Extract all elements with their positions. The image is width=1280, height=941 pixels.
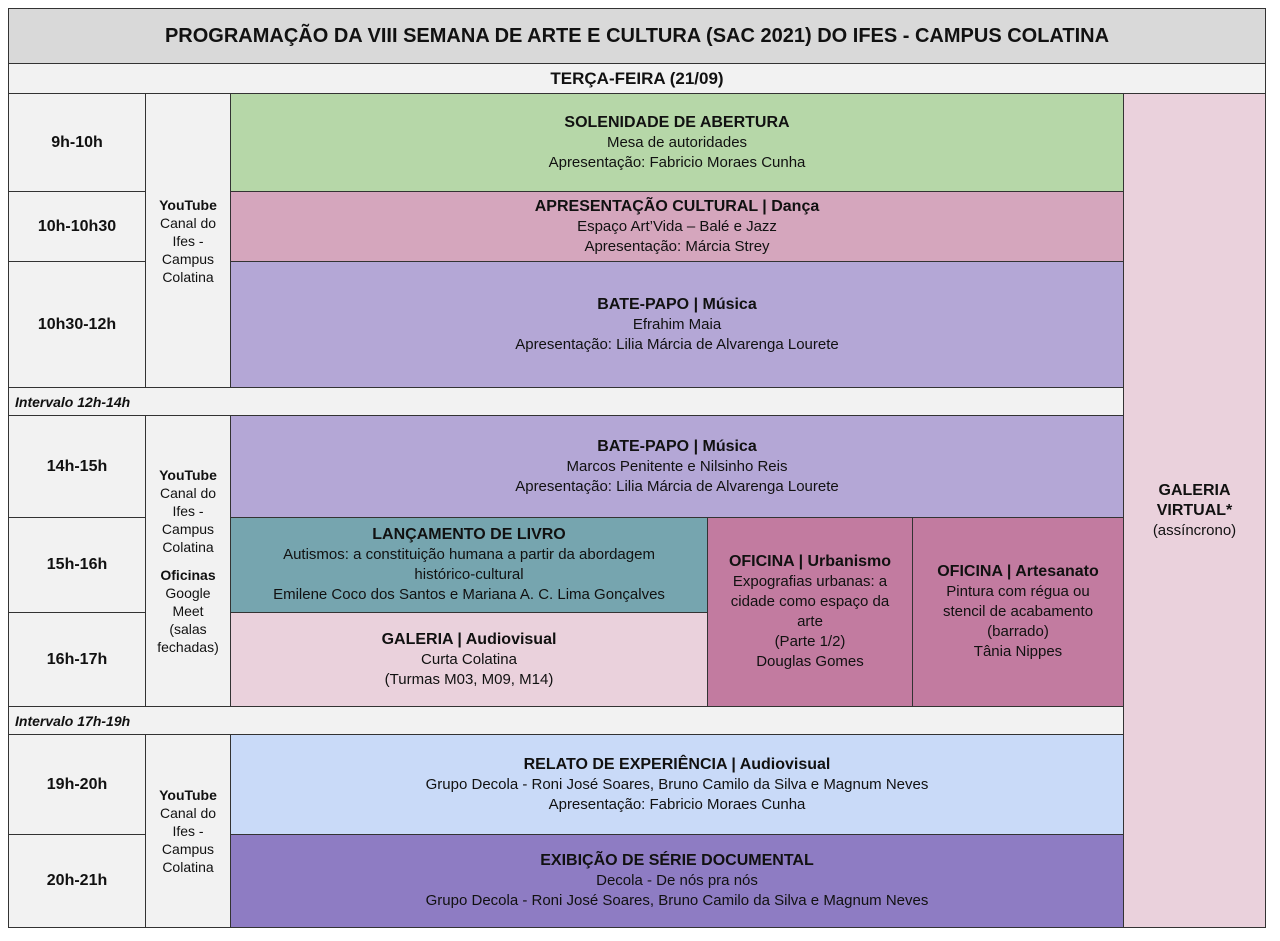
platform-line: fechadas) <box>157 639 219 655</box>
platform-line: Ifes - <box>172 823 204 839</box>
event-line: Apresentação: Lilia Márcia de Alvarenga Lourete <box>515 335 839 353</box>
event-line: (Turmas M03, M09, M14) <box>384 670 554 688</box>
time-slot <box>8 93 146 192</box>
event-line: Emilene Coco dos Santos e Mariana A. C. Lima Gonçalves <box>273 586 665 603</box>
platform-line: Google <box>165 585 211 601</box>
interval-row <box>8 706 1124 735</box>
platform-line: Colatina <box>162 859 214 875</box>
event-galeria-audiovisual <box>230 612 708 707</box>
event-title: LANÇAMENTO DE LIVRO <box>372 526 566 543</box>
event-line: Efrahim Maia <box>632 315 722 333</box>
platform-cell <box>145 93 231 388</box>
event-exibicao-serie <box>230 834 1124 928</box>
event-line: Marcos Penitente e Nilsinho Reis <box>566 457 788 475</box>
event-line: Grupo Decola - Roni José Soares, Bruno Camilo da Silva e Magnum Neves <box>425 892 929 909</box>
platform-line: Colatina <box>162 268 214 285</box>
event-oficina-urbanismo <box>707 517 913 707</box>
event-title: OFICINA | Artesanato <box>937 563 1099 580</box>
page-title-text: PROGRAMAÇÃO DA VIII SEMANA DE ARTE E CULTURA (SAC 2021) DO IFES - CAMPUS COLATINA <box>164 25 1110 47</box>
day-header-text: TERÇA-FEIRA (21/09) <box>550 68 724 88</box>
time-label: 14h-15h <box>46 457 108 475</box>
event-line: Pintura com régua ou <box>946 583 1090 600</box>
time-slot <box>8 612 146 707</box>
event-line: (assíncrono) <box>1152 521 1237 539</box>
event-line: Curta Colatina <box>421 650 517 668</box>
platform-cell <box>145 415 231 707</box>
event-line: cidade como espaço da <box>730 593 890 610</box>
event-lancamento-livro <box>230 517 708 613</box>
event-title: APRESENTAÇÃO CULTURAL | Dança <box>534 197 820 215</box>
platform-line: (salas <box>169 621 207 637</box>
event-line: Apresentação: Márcia Strey <box>584 237 770 255</box>
time-slot <box>8 517 146 613</box>
event-title: GALERIA | Audiovisual <box>381 630 557 648</box>
event-line: Apresentação: Fabricio Moraes Cunha <box>548 153 806 171</box>
platform-line: Colatina <box>162 539 214 555</box>
time-slot <box>8 834 146 928</box>
event-line: arte <box>797 613 823 630</box>
event-title: BATE-PAPO | Música <box>597 437 757 455</box>
event-line: Grupo Decola - Roni José Soares, Bruno Camilo da Silva e Magnum Neves <box>425 775 929 793</box>
event-apresentacao-cultural <box>230 191 1124 262</box>
platform-line: Ifes - <box>172 232 204 249</box>
event-line: histórico-cultural <box>414 566 524 583</box>
event-bate-papo-1 <box>230 261 1124 388</box>
event-bate-papo-2 <box>230 415 1124 518</box>
time-label: 15h-16h <box>46 556 108 573</box>
platform-line: Campus <box>161 521 215 537</box>
event-line: Espaço Art’Vida – Balé e Jazz <box>577 217 777 235</box>
platform-line: Canal do <box>159 805 217 821</box>
event-oficina-artesanato <box>912 517 1124 707</box>
day-header <box>8 63 1266 94</box>
event-line: Expografias urbanas: a <box>732 573 888 590</box>
event-line: (Parte 1/2) <box>774 633 846 650</box>
time-label: 19h-20h <box>46 775 108 793</box>
time-label: 10h-10h30 <box>37 217 117 235</box>
time-label: 20h-21h <box>46 872 108 889</box>
event-galeria-virtual <box>1123 93 1266 928</box>
platform-line: Ifes - <box>172 503 204 519</box>
event-line: stencil de acabamento <box>942 603 1094 620</box>
platform-line: Canal do <box>159 214 217 231</box>
time-label: 9h-10h <box>51 133 103 151</box>
platform-oficinas: Oficinas <box>160 567 216 583</box>
interval-label: Intervalo 17h-19h <box>15 712 131 729</box>
platform-line: Campus <box>161 841 215 857</box>
platform-youtube: YouTube <box>159 787 217 803</box>
event-title: VIRTUAL* <box>1156 501 1233 519</box>
time-slot <box>8 191 146 262</box>
event-line: Tânia Nippes <box>973 643 1063 660</box>
event-line: Decola - De nós pra nós <box>596 872 758 889</box>
time-slot <box>8 734 146 835</box>
time-label: 10h30-12h <box>37 315 117 333</box>
event-relato-experiencia <box>230 734 1124 835</box>
platform-youtube: YouTube <box>159 467 217 483</box>
time-slot <box>8 261 146 388</box>
platform-line: Canal do <box>159 485 217 501</box>
page-title <box>8 8 1266 64</box>
event-title: GALERIA <box>1158 481 1231 499</box>
event-solenidade-abertura <box>230 93 1124 192</box>
event-line: Apresentação: Fabricio Moraes Cunha <box>548 795 806 813</box>
event-line: Douglas Gomes <box>756 653 864 670</box>
platform-youtube: YouTube <box>159 196 217 213</box>
event-title: SOLENIDADE DE ABERTURA <box>564 113 790 131</box>
event-title: RELATO DE EXPERIÊNCIA | Audiovisual <box>523 755 831 773</box>
event-title: EXIBIÇÃO DE SÉRIE DOCUMENTAL <box>540 852 814 869</box>
interval-row <box>8 387 1124 416</box>
event-line: Apresentação: Lilia Márcia de Alvarenga Lourete <box>515 477 839 495</box>
event-title: BATE-PAPO | Música <box>597 295 757 313</box>
platform-cell <box>145 734 231 928</box>
platform-line: Campus <box>161 250 215 267</box>
event-line: (barrado) <box>987 623 1049 640</box>
time-label: 16h-17h <box>46 650 108 668</box>
event-line: Mesa de autoridades <box>606 133 748 151</box>
interval-label: Intervalo 12h-14h <box>15 393 131 410</box>
platform-line: Meet <box>172 603 204 619</box>
event-line: Autismos: a constituição humana a partir da abordagem <box>283 546 655 563</box>
time-slot <box>8 415 146 518</box>
event-title: OFICINA | Urbanismo <box>728 553 892 570</box>
